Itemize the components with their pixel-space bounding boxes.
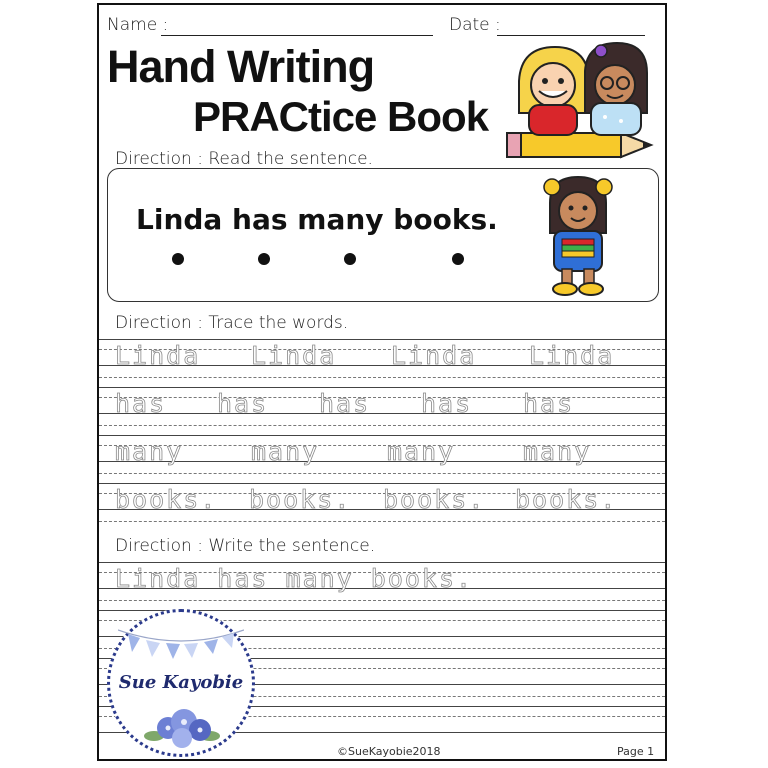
guide-line-bottom xyxy=(99,521,665,522)
trace-word[interactable]: Linda xyxy=(251,341,337,370)
direction-trace: Direction : Trace the words. xyxy=(115,313,349,333)
trace-word[interactable]: has xyxy=(421,389,473,418)
guide-line-bottom xyxy=(99,600,665,601)
flowers-icon xyxy=(144,706,220,750)
guide-line-top xyxy=(99,562,665,563)
word-dot xyxy=(452,253,464,265)
trace-word[interactable]: Linda xyxy=(391,341,477,370)
trace-sentence[interactable]: Linda has many books. xyxy=(115,564,474,593)
trace-word[interactable]: Linda xyxy=(115,341,201,370)
guide-line-mid xyxy=(99,397,665,398)
badge-text: Sue Kayobie xyxy=(118,672,244,693)
title-line-1: Hand Writing xyxy=(107,41,375,92)
guide-line-base xyxy=(99,413,665,414)
direction-read: Direction : Read the sentence. xyxy=(115,149,373,169)
trace-word[interactable]: many xyxy=(387,437,456,466)
title-line-2: PRACtice Book xyxy=(193,93,489,140)
trace-word[interactable]: has xyxy=(523,389,575,418)
guide-line-top xyxy=(99,339,665,340)
guide-line-top xyxy=(99,387,665,388)
name-field-line[interactable] xyxy=(161,35,433,36)
guide-line-bottom xyxy=(99,377,665,378)
trace-word[interactable]: Linda xyxy=(529,341,615,370)
guide-line-bottom xyxy=(99,425,665,426)
name-label: Name : xyxy=(107,15,169,35)
trace-word[interactable]: books. xyxy=(515,485,618,514)
girl-holding-books-illustration xyxy=(538,173,618,299)
two-girls-with-pencil-illustration xyxy=(501,41,661,171)
trace-word[interactable]: has xyxy=(217,389,269,418)
trace-word[interactable]: many xyxy=(523,437,592,466)
trace-word[interactable]: has xyxy=(115,389,167,418)
trace-word[interactable]: many xyxy=(115,437,184,466)
copyright-text: ©SueKayobie2018 xyxy=(337,745,441,758)
date-field-line[interactable] xyxy=(497,35,645,36)
sue-kayobie-badge-logo xyxy=(107,609,255,757)
page-number: Page 1 xyxy=(617,745,655,758)
direction-write: Direction : Write the sentence. xyxy=(115,536,376,556)
read-sentence-box xyxy=(107,168,659,302)
guide-line-top xyxy=(99,483,665,484)
word-dot xyxy=(172,253,184,265)
trace-word[interactable]: books. xyxy=(383,485,486,514)
trace-word[interactable]: books. xyxy=(115,485,218,514)
trace-word[interactable]: many xyxy=(251,437,320,466)
word-dot xyxy=(344,253,356,265)
trace-word[interactable]: books. xyxy=(249,485,352,514)
guide-line-top xyxy=(99,435,665,436)
bunting-icon xyxy=(118,622,244,662)
word-dot xyxy=(258,253,270,265)
date-label: Date : xyxy=(449,15,501,35)
guide-line-bottom xyxy=(99,473,665,474)
trace-word[interactable]: has xyxy=(319,389,371,418)
worksheet xyxy=(97,3,667,761)
read-sentence: Linda has many books. xyxy=(136,203,498,236)
